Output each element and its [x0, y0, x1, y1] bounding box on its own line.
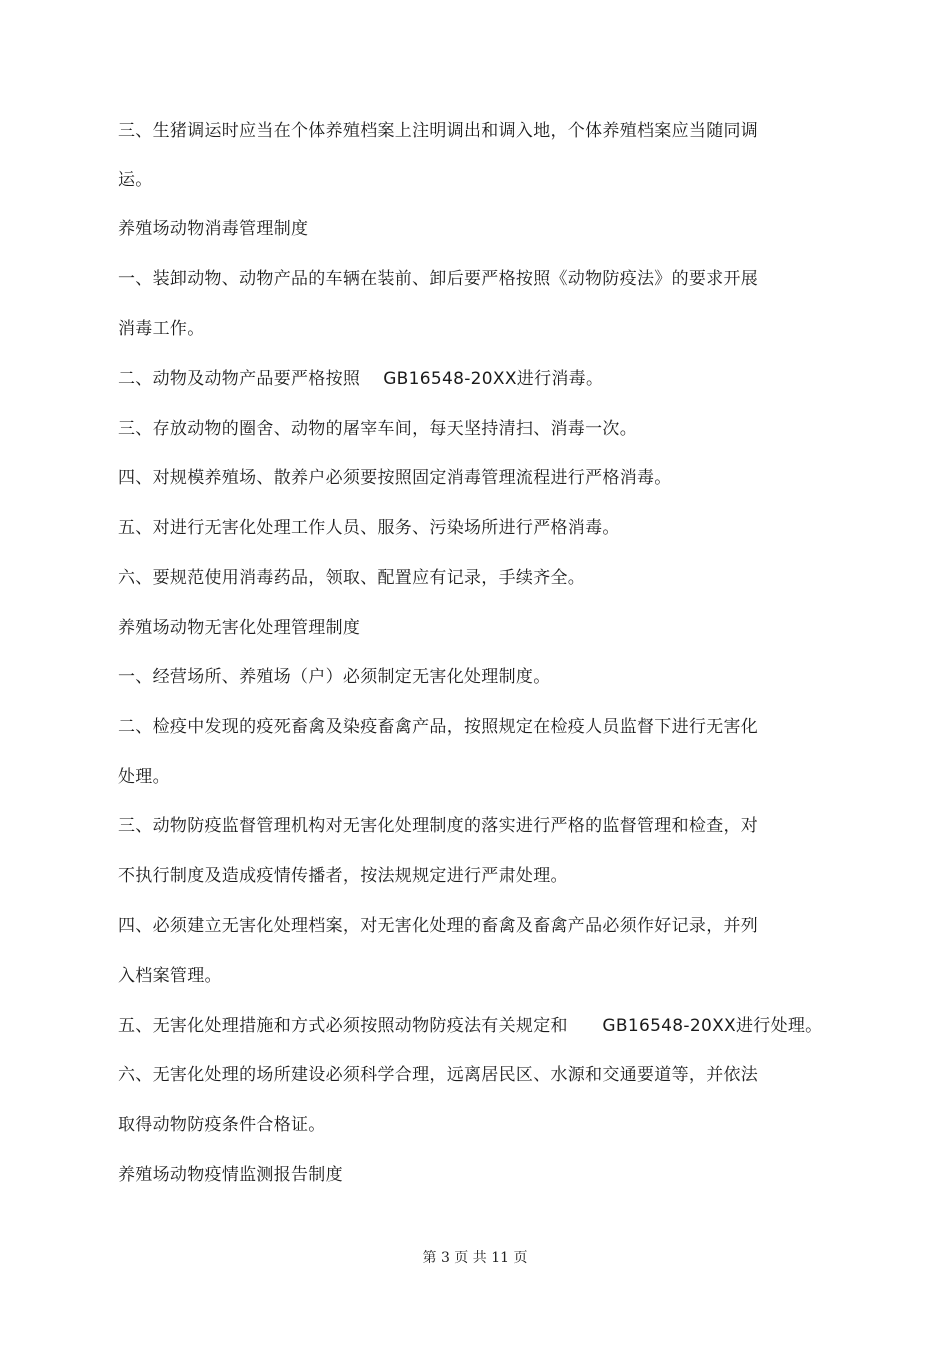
text-line: 处理。	[118, 767, 170, 787]
section-heading: 养殖场动物无害化处理管理制度	[118, 618, 361, 638]
text-line: 一、装卸动物、动物产品的车辆在装前、卸后要严格按照《动物防疫法》的要求开展	[118, 269, 759, 289]
text-line: 五、对进行无害化处理工作人员、服务、污染场所进行严格消毒。	[118, 518, 620, 538]
text-line: 三、生猪调运时应当在个体养殖档案上注明调出和调入地，个体养殖档案应当随同调	[118, 121, 759, 141]
section-heading: 养殖场动物疫情监测报告制度	[118, 1165, 343, 1185]
text-line: 五、无害化处理措施和方式必须按照动物防疫法有关规定和 GB16548-20XX进行处理。	[118, 1016, 823, 1036]
text-line: 一、经营场所、养殖场（户）必须制定无害化处理制度。	[118, 667, 551, 687]
text-line: 三、存放动物的圈舍、动物的屠宰车间，每天坚持清扫、消毒一次。	[118, 419, 637, 439]
text-line: 运。	[118, 170, 153, 190]
page-number: 第 3 页 共 11 页	[422, 1250, 528, 1266]
text-line: 二、检疫中发现的疫死畜禽及染疫畜禽产品，按照规定在检疫人员监督下进行无害化	[118, 717, 759, 737]
text-line: 消毒工作。	[118, 319, 205, 339]
text-line: 取得动物防疫条件合格证。	[118, 1115, 326, 1135]
text-line: 三、动物防疫监督管理机构对无害化处理制度的落实进行严格的监督管理和检查，对	[118, 816, 759, 836]
text-line: 四、对规模养殖场、散养户必须要按照固定消毒管理流程进行严格消毒。	[118, 468, 672, 488]
text-line: 四、必须建立无害化处理档案，对无害化处理的畜禽及畜禽产品必须作好记录，并列	[118, 916, 759, 936]
text-line: 二、动物及动物产品要严格按照 GB16548-20XX进行消毒。	[118, 369, 604, 389]
section-heading: 养殖场动物消毒管理制度	[118, 219, 309, 239]
text-line: 六、无害化处理的场所建设必须科学合理，远离居民区、水源和交通要道等，并依法	[118, 1065, 759, 1085]
text-line: 不执行制度及造成疫情传播者，按法规规定进行严肃处理。	[118, 866, 568, 886]
text-line: 六、要规范使用消毒药品，领取、配置应有记录，手续齐全。	[118, 568, 586, 588]
text-line: 入档案管理。	[118, 966, 222, 986]
